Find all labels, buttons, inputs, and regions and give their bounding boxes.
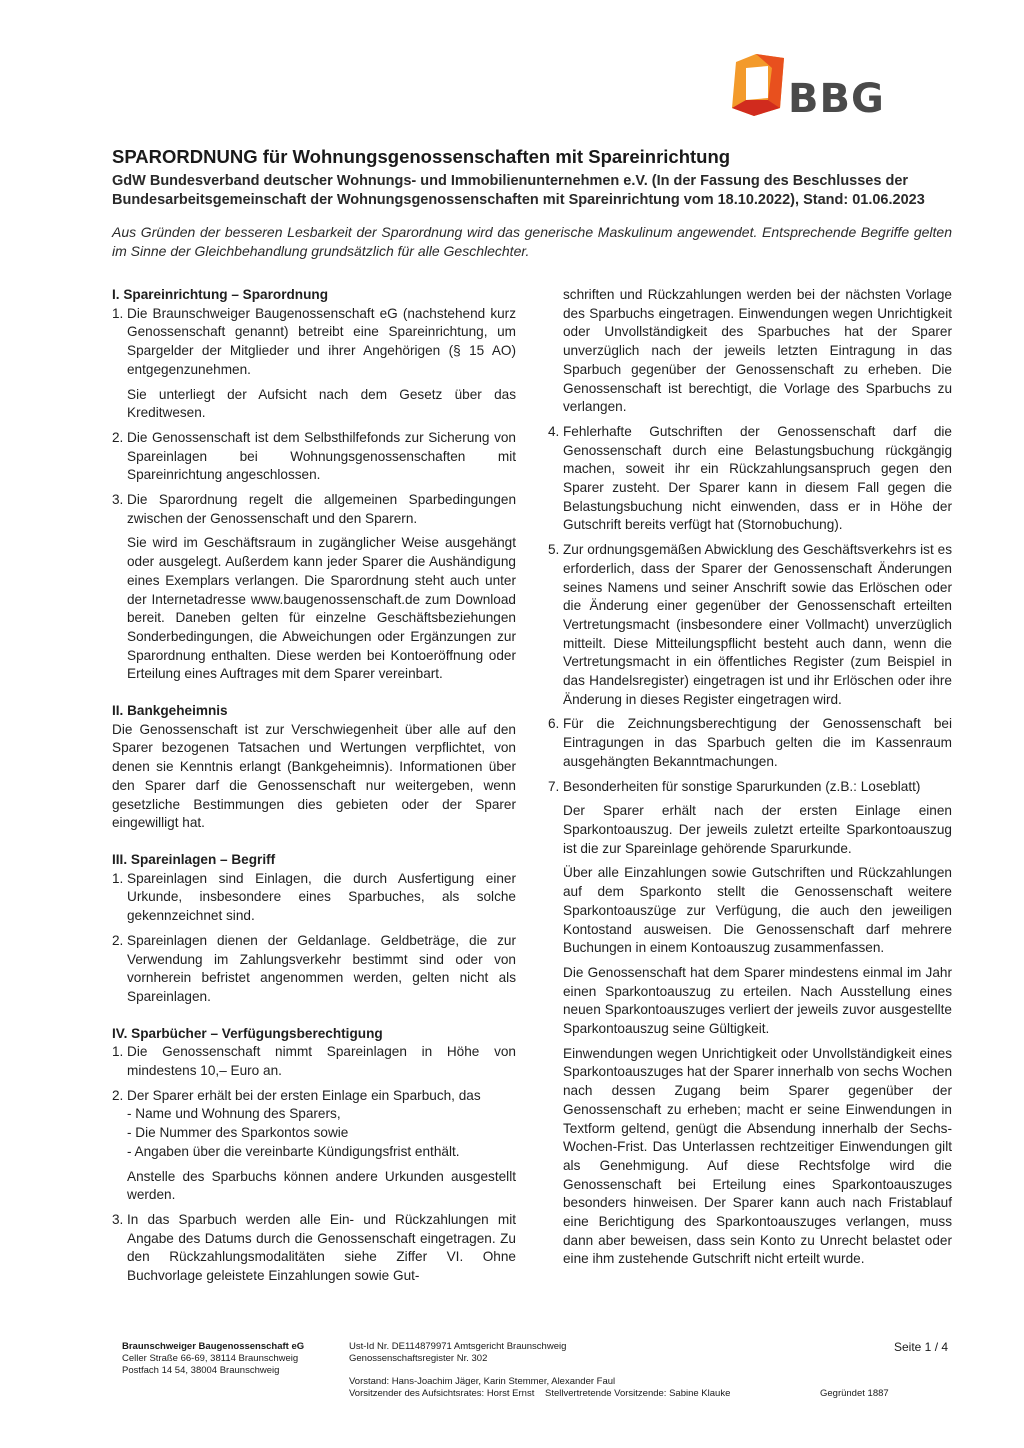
s3-item-2-text: Spareinlagen dienen der Geldanlage. Geldbeträge, die zur Verwendung im Zahlungsverkehr bestimmt sind oder von vornherein befristet angenommen werden, gelten nicht als Spareinlagen. bbox=[127, 932, 516, 1004]
page-number: Seite 1 / 4 bbox=[894, 1340, 949, 1354]
s4-item-3-continued: schriften und Rückzahlungen werden bei der nächsten Vorlage des Sparbuchs eingetragen. Einwendungen wegen Unrichtigkeit oder Unvollständigkeit des Sparbuches hat der Sparer unverzüglich nach der jeweils letzten Eintragung in das Sparbuch gegenüber der Genossenschaft zu erheben. Die Genossenschaft ist berechtigt, die Vorlage des Sparbuchs zu verlangen. bbox=[563, 287, 952, 415]
item-number: 2. bbox=[112, 429, 124, 445]
logo-text: BBG bbox=[788, 76, 885, 122]
s1-item-1-para-2: Sie unterliegt der Aufsicht nach dem Gesetz über das Kreditwesen. bbox=[127, 386, 516, 421]
footer-company: Braunschweiger Baugenossenschaft eG bbox=[122, 1341, 305, 1352]
item-number: 2. bbox=[112, 932, 124, 948]
s1-item-3-text: Die Sparordnung regelt die allgemeinen Sparbedingungen zwischen der Genossenschaft und den Sparern. bbox=[127, 492, 516, 526]
item-number: 3. bbox=[112, 1211, 124, 1227]
item-number: 4. bbox=[548, 423, 560, 439]
s4-item-1 bbox=[112, 1043, 516, 1080]
footer-founded: Gegründet 1887 bbox=[820, 1388, 889, 1399]
section-3-title: III. Spareinlagen – Begriff bbox=[112, 851, 276, 867]
s1-item-1 bbox=[112, 305, 516, 423]
item-number: 1. bbox=[112, 305, 124, 321]
s4-item-1-text: Die Genossenschaft nimmt Spareinlagen in Höhe von mindestens 10,– Euro an. bbox=[127, 1044, 516, 1079]
item-number: 2. bbox=[112, 1087, 124, 1103]
s4-item-6 bbox=[548, 715, 952, 771]
document-title: SPARORDNUNG für Wohnungsgenossenschaften mit Spareinrichtung bbox=[112, 146, 731, 167]
s1-item-2 bbox=[112, 429, 516, 485]
section-1-title: I. Spareinrichtung – Sparordnung bbox=[112, 287, 329, 302]
s3-item-1 bbox=[112, 870, 516, 926]
footer-aufsichtsrat: Vorsitzender des Aufsichtsrates: Horst Ernst bbox=[349, 1388, 535, 1399]
s4-item-4 bbox=[548, 423, 952, 535]
s1-item-2-text: Die Genossenschaft ist dem Selbsthilfefonds zur Sicherung von Spareinlagen bei Wohnungsgenossenschaften mit Spareinrichtung angeschlossen. bbox=[127, 429, 516, 483]
footer-postbox: Postfach 14 54, 38004 Braunschweig bbox=[122, 1365, 280, 1376]
s3-item-1-text: Spareinlagen sind Einlagen, die durch Ausfertigung einer Urkunde, insbesondere eines Sparbuches, als solche gekennzeichnet sind. bbox=[127, 870, 516, 924]
footer-registry bbox=[349, 1341, 566, 1365]
s4-item-7-para-3: Die Genossenschaft hat dem Sparer mindestens einmal im Jahr einen Sparkontoauszug zu erteilen. Nach Ausstellung eines neuen Sparkontoauszuges verliert der jeweils zuvor ausgestellte Sparkontoauszug seine Gültigkeit. bbox=[563, 964, 952, 1037]
item-number: 7. bbox=[548, 778, 560, 794]
s4-item-7-para-1: Der Sparer erhält nach der ersten Einlage einen Sparkontoauszug. Der jeweils zuletzt erteilte Sparkontoauszug ist die zur Spareinlage gehörende Sparurkunde. bbox=[563, 803, 952, 856]
s4-item-5-text: Zur ordnungsgemäßen Abwicklung des Geschäftsverkehrs ist es erforderlich, dass der Sparer der Genossenschaft Änderungen seines Namens und seiner Anschrift sowie das Erlöschen oder die Änderung einer gegenüber der Genossenschaft erteilten Vertretungsmacht (insbesondere einer Vollmacht) unverzüglich mitteilt. Diese Mitteilungspflicht besteht auch dann, wenn die Vertretungsmacht in ein öffentliches Register (zum Beispiel in das Handelsregister) eingetragen ist und ihr Erlöschen oder ihre Änderung in dieses Register eingetragen wird. bbox=[563, 542, 952, 707]
document-subtitle bbox=[112, 172, 952, 210]
item-number: 3. bbox=[112, 492, 124, 508]
s4-item-7-text: Besonderheiten für sonstige Sparurkunden (z.B.: Loseblatt) bbox=[563, 778, 921, 794]
s1-item-1-text: Die Braunschweiger Baugenossenschaft eG (nachstehend kurz Genossenschaft genannt) betreibt eine Spareinrichtung, um Spargelder der Mitglieder und ihrer Angehörigen (§ 15 AO) entgegenzunehmen. bbox=[127, 305, 516, 377]
item-number: 6. bbox=[548, 716, 560, 732]
s4-item-5 bbox=[548, 541, 952, 709]
s4-item-2-dash-1: - Name und Wohnung des Sparers, bbox=[127, 1106, 341, 1122]
s2-text: Die Genossenschaft ist zur Verschwiegenheit über alle auf den Sparer bezogenen Tatsachen und Wertungen verpflichtet, von denen sie Kenntnis erlangt (Bankgeheimnis). Informationen über den Sparer darf die Genossenschaft nur weitergeben, wenn gesetzliche Bestimmungen dies gebieten oder der Sparer eingewilligt hat. bbox=[112, 721, 516, 831]
s4-item-3-text: In das Sparbuch werden alle Ein- und Rückzahlungen mit Angabe des Datums durch die Genossenschaft eingetragen. Zu den Rückzahlungsmodalitäten siehe Ziffer VI. Ohne Buchvorlage geleistete Einzahlungen sowie Gut- bbox=[127, 1211, 516, 1284]
s4-item-7-para-4: Einwendungen wegen Unrichtigkeit oder Unvollständigkeit eines Sparkontoauszuges hat der Sparer innerhalb von sechs Wochen nach dessen Zugang beim Sparer gegenüber der Genossenschaft zu erheben; macht er seine Einwendungen in Textform geltend, genügt die Absendung innerhalb der Sechs-Wochen-Frist. Das Unterlassen rechtzeitiger Einwendungen gilt als Genehmigung. Auf diese Rechtsfolge wird die Genossenschaft bei Erteilung eines Sparkontoauszuges besonders hinweisen. Der Sparer kann auch nach Fristablauf eine Berichtigung des Sparkontoauszuges verlangen, muss dann aber beweisen, dass sein Konto zu Unrecht belastet oder eine ihm zustehende Gutschrift nicht erteilt wurde. bbox=[563, 1045, 952, 1267]
s4-item-6-text: Für die Zeichnungsberechtigung der Genossenschaft bei Eintragungen in das Sparbuch gelten die im Kassenraum ausgehängten Bekanntmachungen. bbox=[563, 716, 952, 769]
item-number: 1. bbox=[112, 870, 124, 886]
item-number: 5. bbox=[548, 542, 560, 558]
subtitle-line-1: GdW Bundesverband deutscher Wohnungs- und Immobilienunternehmen e.V. (In der Fassung des Beschlusses der bbox=[112, 173, 909, 189]
s1-item-3-para-2: Sie wird im Geschäftsraum in zugänglicher Weise ausgehängt oder ausgelegt. Außerdem kann jeder Sparer die Aushändigung eines Exemplars verlangen. Die Sparordnung steht auch unter der Internetadresse www.baugenossenschaft.de zum Download bereit. Daneben gelten für einzelne Geschäftsbeziehungen Sonderbedingungen, die Abweichungen oder Ergänzungen zur Sparordnung enthalten. Diese werden bei Kontoeröffnung oder Erteilung eines Auftrages mit dem Sparer vereinbart. bbox=[127, 535, 516, 682]
s4-item-3 bbox=[112, 1211, 516, 1286]
footer-ust: Ust-Id Nr. DE114879971 Amtsgericht Braunschweig bbox=[349, 1341, 567, 1352]
right-column bbox=[548, 286, 952, 1275]
gender-notice: Aus Gründen der besseren Lesbarkeit der Sparordnung wird das generische Maskulinum angewendet. Entsprechende Begriffe gelten im Sinne der Gleichbehandlung grundsätzlich für alle Geschlechter. bbox=[112, 224, 952, 259]
s4-item-2-dash-2: - Die Nummer des Sparkontos sowie bbox=[127, 1125, 349, 1141]
footer-address bbox=[122, 1341, 304, 1377]
footer-street: Celler Straße 66-69, 38114 Braunschweig bbox=[122, 1353, 299, 1364]
s4-item-2-dash-3: - Angaben über die vereinbarte Kündigungsfrist enthält. bbox=[127, 1143, 460, 1159]
section-2-title: II. Bankgeheimnis bbox=[112, 703, 228, 719]
footer-stellvertretung: Stellvertretende Vorsitzende: Sabine Klauke bbox=[544, 1388, 731, 1399]
footer-vorstand: Vorstand: Hans-Joachim Jäger, Karin Stemmer, Alexander Faul bbox=[349, 1376, 616, 1387]
section-4-title: IV. Sparbücher – Verfügungsberechtigung bbox=[112, 1025, 383, 1041]
s4-item-7 bbox=[548, 778, 952, 1270]
s4-item-2-para-2: Anstelle des Sparbuchs können andere Urkunden ausgestellt werden. bbox=[127, 1168, 516, 1203]
s4-item-7-para-2: Über alle Einzahlungen sowie Gutschriften und Rückzahlungen auf dem Sparkonto stellt die Genossenschaft weitere Sparkontoauszüge zur Verfügung, die auch den jeweiligen Kontostand ausweisen. Die Genossenschaft darf mehrere Buchungen in einem Kontoauszug zusammenfassen. bbox=[563, 865, 952, 956]
s4-item-2 bbox=[112, 1087, 516, 1205]
item-number: 1. bbox=[112, 1044, 124, 1060]
s1-item-3 bbox=[112, 491, 516, 684]
footer-register: Genossenschaftsregister Nr. 302 bbox=[349, 1353, 488, 1364]
s4-item-4-text: Fehlerhafte Gutschriften der Genossenschaft darf die Genossenschaft durch eine Belastungsbuchung rückgängig machen, soweit ihr ein Rückzahlungsanspruch gegen den Sparer zusteht. Der Sparer kann in diesem Fall gegen die Belastungsbuchung nicht einwenden, dass er in Höhe der Gutschrift bereits verfügt hat (Stornobuchung). bbox=[563, 423, 952, 533]
s4-item-2-text: Der Sparer erhält bei der ersten Einlage ein Sparbuch, das bbox=[127, 1087, 481, 1103]
s3-item-2 bbox=[112, 932, 516, 1007]
subtitle-line-2: Bundesarbeitsgemeinschaft der Wohnungsgenossenschaften mit Spareinrichtung vom 18.10.2022), Stand: 01.06.2023 bbox=[112, 192, 925, 208]
left-column bbox=[112, 286, 516, 1286]
